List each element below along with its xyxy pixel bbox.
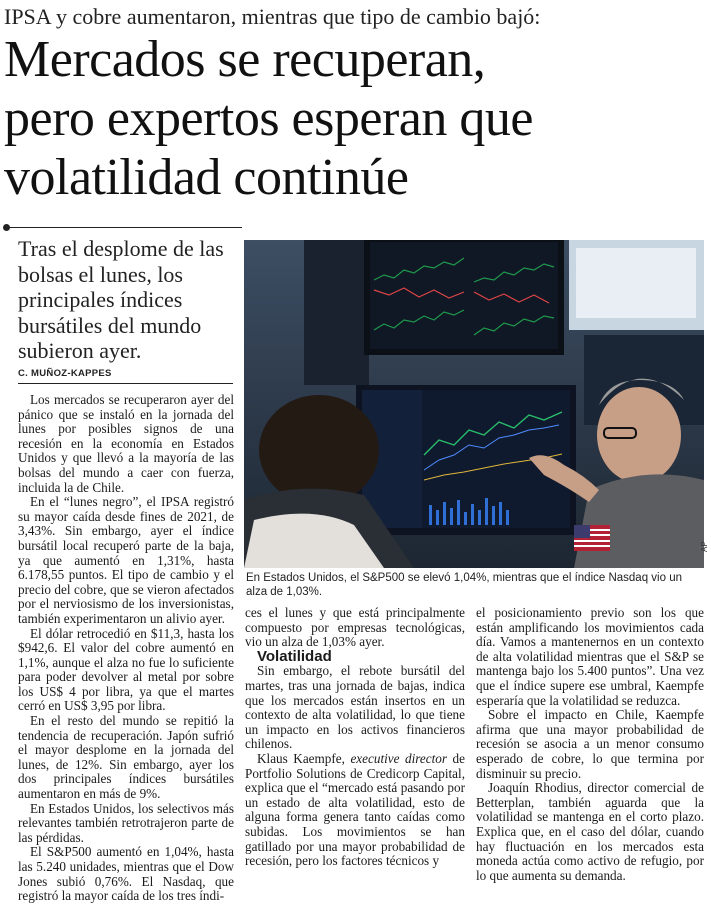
body-paragraph: En el “lunes negro”, el IPSA registró su mayor caída desde fines de 2021, de 3,43%. Sin embargo, ayer el índice bursátil local recuperó parte de la baja, ya que aumentó en 1,31%, hasta 6.178,55 puntos. El tipo de cambio y el precio del cobre, que se vieron afectados por el nerviosismo de los inversionistas, también experimentaron un alivio ayer.	[18, 494, 234, 626]
headline-line-3: volatilidad continúe	[4, 149, 409, 206]
lead-paragraph: Tras el desplome de las bolsas el lunes, los principales índices bursátiles del mundo subieron ayer.	[18, 236, 224, 363]
news-photo	[244, 240, 704, 568]
body-paragraph: Los mercados se recuperaron ayer del pánico que se instaló en la jornada del lunes por posibles signos de una recesión en la economía en Estados Unidos y que llevó a la mayoría de las bolsas del mundo a caer con fuerza, incluida la de Chile.	[18, 392, 234, 495]
body-paragraph	[245, 752, 465, 869]
body-paragraph: Sin embargo, el rebote bursátil del martes, tras una jornada de bajas, indica que los mercados están insertos en un contexto de alta volatilidad, lo que tiene un impacto en los activos financieros chilenos.	[245, 663, 465, 752]
headline-line-1: Mercados se recuperan,	[4, 31, 486, 88]
body-paragraph: El dólar retrocedió en $11,3, hasta los $942,6. El valor del cobre aumentó en 1,1%, aunque el alza no fue lo suficiente para poder devolver al metal por sobre los US$ 4 por libra, ya que el martes cerró en US$ 3,95 por libra.	[18, 625, 234, 714]
byline: C. MUÑOZ-KAPPES	[18, 368, 233, 384]
headline	[4, 30, 709, 207]
trading-floor-illustration	[244, 240, 704, 568]
kicker: IPSA y cobre aumentaron, mientras que tipo de cambio bajó:	[4, 4, 541, 29]
section-subhead: Volatilidad	[257, 647, 332, 665]
body-paragraph: el posicionamiento previo son los que están amplificando los movimientos cada día. Vamos a mantenernos en un contexto de alta volatilidad mientras que el S&P se mantenga bajo los 5.400 puntos”. Una vez que el índice supere ese umbral, Kaempfe esperaría que la volatilidad se reduzca.	[476, 605, 704, 708]
quote-source-role: executive director	[350, 750, 448, 766]
article-column-1	[18, 393, 234, 904]
photo-caption: En Estados Unidos, el S&P500 se elevó 1,04%, mientras que el índice Nasdaq vio un alza de 1,03%.	[246, 572, 682, 598]
body-paragraph: En el resto del mundo se repitió la tendencia de recuperación. Japón sufrió el mayor desplome en la jornada del lunes, de 12%. Sin embargo, ayer los dos principales índices bursátiles aumentaron en más de 9%.	[18, 713, 234, 802]
article-column-2	[245, 606, 465, 869]
quote-text: de Portfolio Solutions de Credicorp Capital, explica que el “mercado está pasando por un estado de alta volatilidad, esto de alguna forma genera tanto caídas como subidas. Los movimientos se han gatillado por una mayor probabilidad de recesión, pero los factores técnicos y	[245, 750, 466, 869]
trader-left-head	[259, 395, 379, 505]
photo-credit: AP	[700, 541, 709, 552]
trader-right-head	[597, 387, 681, 483]
quote-source-name: Klaus Kaempfe,	[257, 750, 351, 766]
body-paragraph: ces el lunes y que está principalmente compuesto por empresas tecnológicas, vio un alza de 1,03% ayer.	[245, 605, 465, 650]
body-paragraph: En Estados Unidos, los selectivos más relevantes también retrotrajeron parte de las pérdidas.	[18, 800, 234, 845]
headline-line-2: pero expertos esperan que	[4, 90, 533, 147]
body-paragraph: El S&P500 aumentó en 1,04%, hasta las 5.240 unidades, mientras que el Dow Jones subió 0,76%. El Nasdaq, que registró la mayor caída de los tres índi-	[18, 844, 234, 904]
article-column-3	[476, 606, 704, 883]
headline-rule	[6, 227, 242, 228]
monitor-left	[304, 240, 369, 385]
body-paragraph: Sobre el impacto en Chile, Kaempfe afirma que una mayor probabilidad de recesión se asocia a un menor consumo esperado de cobre, lo que termina por disminuir su precio.	[476, 707, 704, 781]
body-paragraph: Joaquín Rhodius, director comercial de Betterplan, también aguarda que la volatilidad se mantenga en el corto plazo. Explica que, en el caso del dólar, cuando hay fluctuación en los mercados esta moneda actúa como activo de refugio, por lo que aumenta su demanda.	[476, 780, 704, 883]
